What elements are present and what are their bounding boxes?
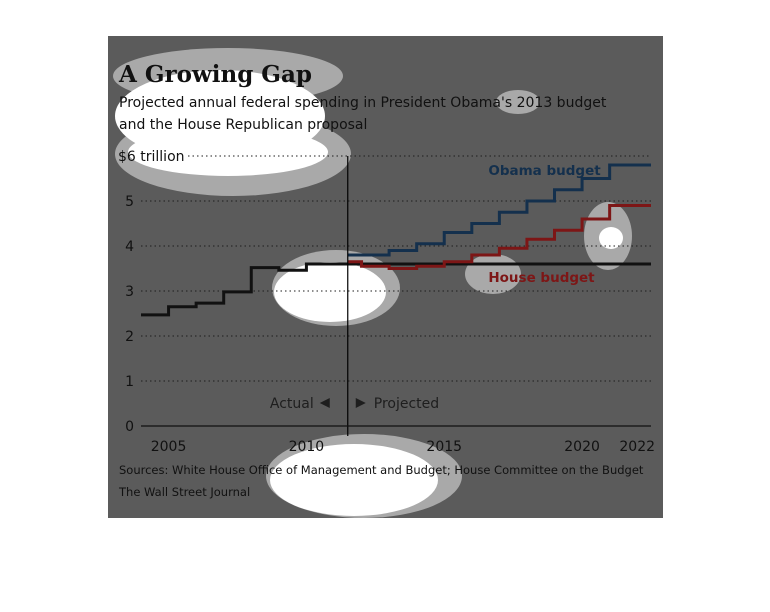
chart-svg xyxy=(108,36,663,518)
series-label-obama: Obama budget xyxy=(488,162,601,179)
arrow-right-icon xyxy=(356,398,366,408)
series-label-house: House budget xyxy=(488,270,595,286)
y-tick-label: 4 xyxy=(125,239,134,255)
annotation-actual: Actual xyxy=(269,396,314,412)
y-tick-labels xyxy=(125,194,134,435)
chart-sources: Sources: White House Office of Management and Budget; House Committee on the Budget xyxy=(119,463,644,477)
y-tick-label: 0 xyxy=(125,419,134,435)
chart-title: A Growing Gap xyxy=(119,61,312,88)
x-tick-label: 2010 xyxy=(288,439,325,455)
x-tick-label: 2022 xyxy=(619,439,656,455)
arrow-left-icon xyxy=(320,398,330,408)
chart-panel xyxy=(108,36,663,518)
y-tick-label: 2 xyxy=(125,329,134,345)
y-tick-label: 5 xyxy=(125,194,134,210)
x-tick-label: 2020 xyxy=(564,439,600,455)
x-tick-label: 2015 xyxy=(426,439,463,455)
y-tick-label: 3 xyxy=(125,284,134,300)
x-tick-label: 2005 xyxy=(150,439,187,455)
y-axis-top-label: $6 trillion xyxy=(118,149,185,165)
y-tick-label: 1 xyxy=(125,374,134,390)
chart-credit: The Wall Street Journal xyxy=(119,485,251,499)
chart-subtitle-line-1: Projected annual federal spending in President Obama's 2013 budget xyxy=(119,95,607,111)
chart-subtitle-line-2: and the House Republican proposal xyxy=(119,117,368,133)
annotation-projected: Projected xyxy=(373,396,440,412)
